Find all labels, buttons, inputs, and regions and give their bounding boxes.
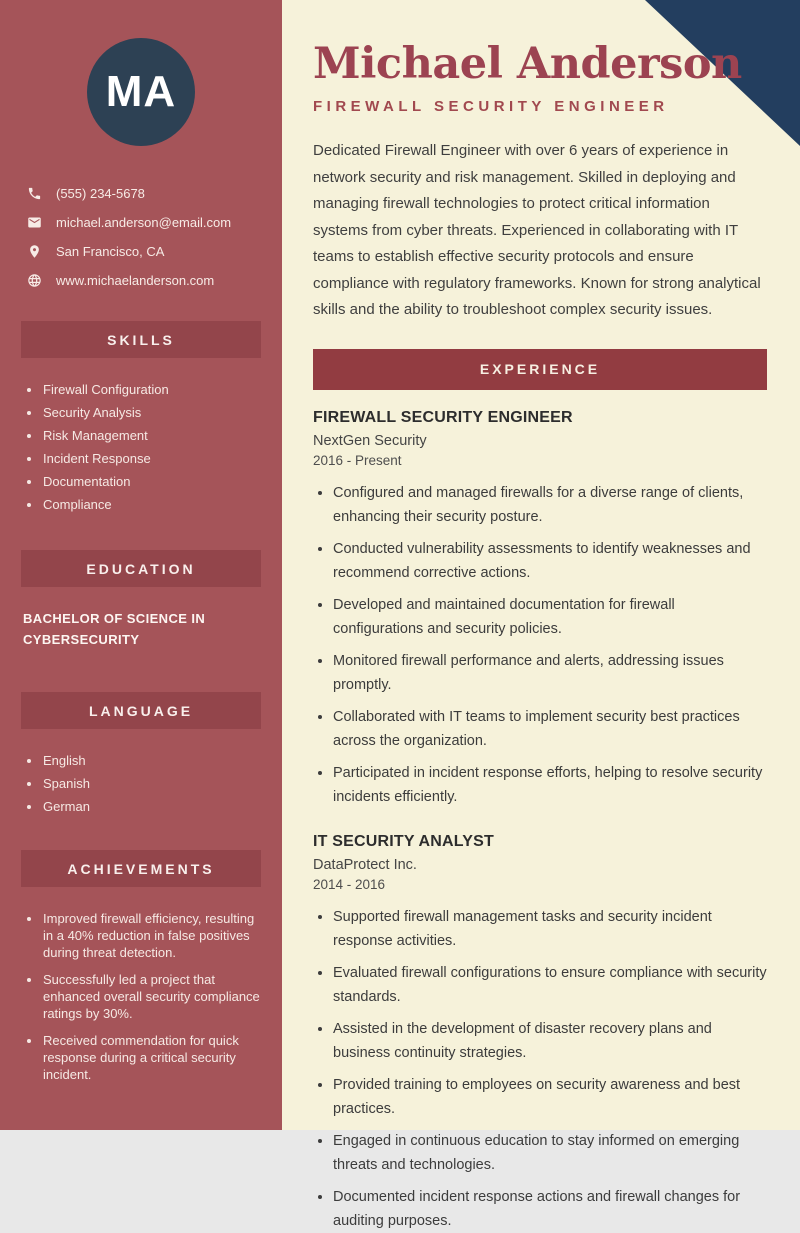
job-bullet: • Supported firewall management tasks and security incident response activities. <box>333 905 767 953</box>
job-bullet: • Conducted vulnerability assessments to identify weaknesses and recommend corrective actions. <box>333 537 767 585</box>
contact-row-location <box>27 244 261 259</box>
email-icon <box>27 215 42 230</box>
education-header-label: EDUCATION <box>86 560 196 577</box>
job-bullet-list <box>313 481 767 809</box>
language-header-label: LANGUAGE <box>88 702 194 719</box>
job-bullet-list <box>313 905 767 1233</box>
job-dates: 2016 - Present <box>313 452 402 468</box>
skill-item: Compliance <box>25 496 261 513</box>
phone-icon <box>27 186 42 201</box>
skill-item: Risk Management <box>25 427 261 444</box>
achievement-item: Successfully led a project that enhanced overall security compliance ratings by 30%. <box>25 971 261 1022</box>
education-section-header <box>21 550 261 587</box>
job-bullet: • Collaborated with IT teams to implement security best practices across the organization. <box>333 705 767 753</box>
language-item: German <box>25 798 261 815</box>
job-bullet: • Assisted in the development of disaster recovery plans and business continuity strategies. <box>333 1017 767 1065</box>
achievement-item: Improved firewall efficiency, resulting in a 40% reduction in false positives during threat detection. <box>25 910 261 961</box>
job-bullet: • Monitored firewall performance and alerts, addressing issues promptly. <box>333 649 767 697</box>
experience-header-label: EXPERIENCE <box>479 361 601 378</box>
skills-list <box>21 381 261 513</box>
avatar <box>87 38 195 146</box>
contact-section <box>21 186 261 288</box>
person-name: Michael Anderson <box>313 39 742 89</box>
achievements-list <box>21 910 261 1083</box>
job-title: FIREWALL SECURITY ENGINEER <box>313 408 573 426</box>
person-headline: FIREWALL SECURITY ENGINEER <box>313 98 669 116</box>
achievement-item: Received commendation for quick response during a critical security incident. <box>25 1032 261 1083</box>
job-bullet: • Provided training to employees on security awareness and best practices. <box>333 1073 767 1121</box>
language-item: English <box>25 752 261 769</box>
skill-item: Firewall Configuration <box>25 381 261 398</box>
job-company: NextGen Security <box>313 432 427 449</box>
job-bullet: • Evaluated firewall configurations to ensure compliance with security standards. <box>333 961 767 1009</box>
job-bullet: • Documented incident response actions and firewall changes for auditing purposes. <box>333 1185 767 1233</box>
summary-paragraph: Dedicated Firewall Engineer with over 6 years of experience in network security and risk management. Skilled in deploying and managing firewall technologies to protect critical information systems from cyber threats. Experienced in collaborating with IT teams to establish effective security protocols and ensure compliance with regulatory frameworks. Known for strong analytical skills and the ability to troubleshoot complex security issues. <box>313 142 761 319</box>
globe-icon <box>27 273 42 288</box>
language-item: Spanish <box>25 775 261 792</box>
achievements-header-label: ACHIEVEMENTS <box>67 860 215 877</box>
avatar-initials: MA <box>105 67 177 116</box>
job-bullet: • Engaged in continuous education to stay informed on emerging threats and technologies. <box>333 1129 767 1177</box>
contact-row-website <box>27 273 261 288</box>
education-degree: BACHELOR OF SCIENCE IN CYBERSECURITY <box>23 611 206 647</box>
language-list <box>21 752 261 815</box>
contact-phone-text: (555) 234-5678 <box>56 186 145 201</box>
job-entry <box>313 833 767 1233</box>
experience-section-header <box>313 349 767 390</box>
sidebar <box>0 0 282 1130</box>
skill-item: Documentation <box>25 473 261 490</box>
skills-header-label: SKILLS <box>107 331 175 348</box>
language-section-header <box>21 692 261 729</box>
contact-email-text: michael.anderson@email.com <box>56 215 232 230</box>
job-bullet: • Configured and managed firewalls for a diverse range of clients, enhancing their security posture. <box>333 481 767 529</box>
job-title: IT SECURITY ANALYST <box>313 832 495 850</box>
job-bullet: • Participated in incident response efforts, helping to resolve security incidents efficiently. <box>333 761 767 809</box>
skills-section-header <box>21 321 261 358</box>
main-column <box>282 0 800 1229</box>
contact-website-text: www.michaelanderson.com <box>56 273 215 288</box>
achievements-section-header <box>21 850 261 887</box>
contact-row-phone <box>27 186 261 201</box>
job-company: DataProtect Inc. <box>313 856 417 873</box>
contact-row-email <box>27 215 261 230</box>
skill-item: Security Analysis <box>25 404 261 421</box>
job-bullet: • Developed and maintained documentation for firewall configurations and security policies. <box>333 593 767 641</box>
job-entry <box>313 409 767 809</box>
job-dates: 2014 - 2016 <box>313 876 386 892</box>
contact-location-text: San Francisco, CA <box>56 244 165 259</box>
location-icon <box>27 244 42 259</box>
skill-item: Incident Response <box>25 450 261 467</box>
